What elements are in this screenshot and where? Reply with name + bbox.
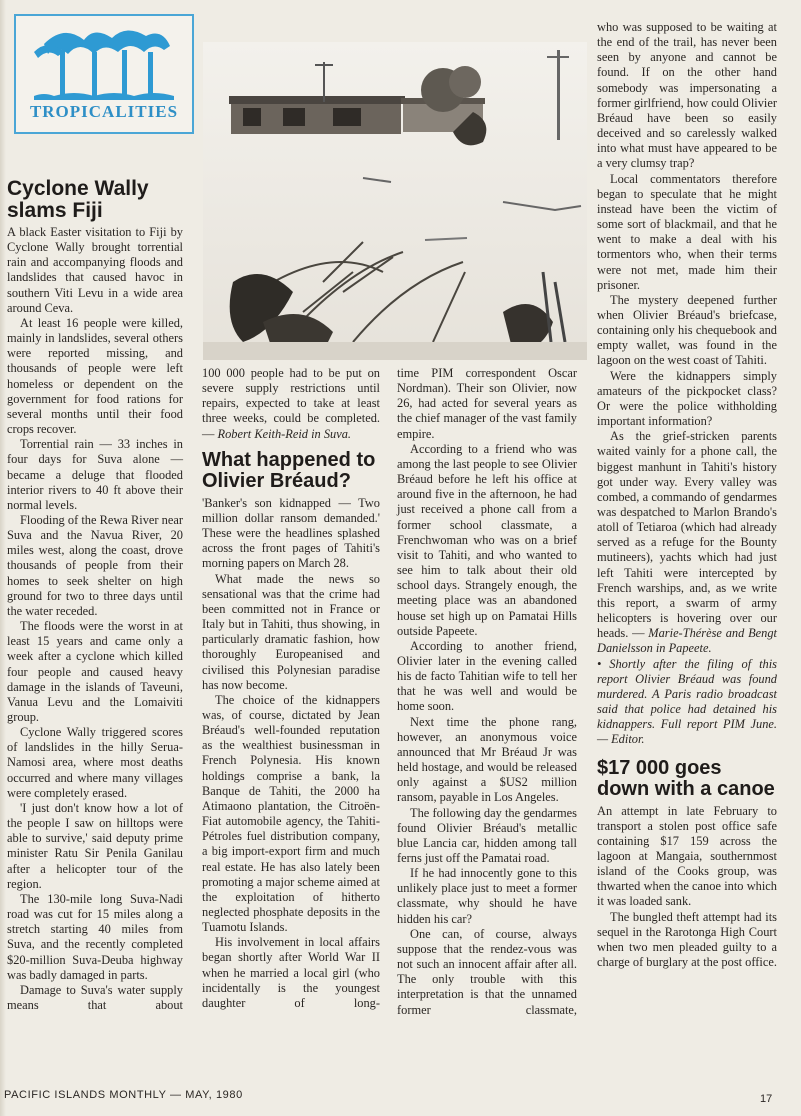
column-3 — [397, 366, 577, 1018]
headline-canoe: $17 000 goes down with a canoe — [597, 756, 775, 800]
article-paragraph: The choice of the kidnappers was, of course, dictated by Jean Bréaud's well-founded reputation as the wealthiest businessman in French Polynesia. His known holdings comprise a bank, la Banque de Tahiti, the 2000 ha Atimaono plantation, the Citroën-Fiat automobile agency, the Tahiti-Pétroles fuel distribution company, a big import-export firm and much real estate. He has also lately been promoting a major scheme aimed at the exploitation of hitherto neglected phosphate deposits in the Tuamotu Islands. — [202, 692, 380, 935]
article-paragraph: According to another friend, Olivier later in the evening called his de facto Tahitian wife to tell her that he was well and would be home soon. — [397, 638, 577, 714]
cyclone-continuation: 100 000 people had to be put on severe supply restrictions until repairs, expected to take at least three weeks, could be completed. — — [202, 366, 380, 441]
article-paragraph: Next time the phone rang, however, an anonymous voice announced that Mr Bréaud Jr was held hostage, and would be released only against a $US2 million ransom, payable in Los Angeles. — [397, 714, 577, 805]
editor-note: • Shortly after the filing of this report Olivier Bréaud was found murdered. A Paris radio broadcast said that police had detained his kidnappers. Full report PIM June. — Editor. — [597, 656, 777, 747]
byline-cyclone: Robert Keith-Reid in Suva. — [217, 426, 352, 441]
article-paragraph: Damage to Suva's water supply means that about — [7, 982, 183, 1012]
cyclone-damage-photo — [203, 42, 587, 360]
article-paragraph: If he had innocently gone to this unlikely place just to meet a former classmate, why should he have hidden his car? — [397, 866, 577, 926]
publication-footer: PACIFIC ISLANDS MONTHLY — MAY, 1980 — [4, 1089, 243, 1101]
article-paragraph: Local commentators therefore began to speculate that he might instead have been the victim of some sort of blackmail, and that he went to make a deal with his tormentors who, when their terms were not met, made him their prisoner. — [597, 171, 777, 292]
palm-trees-icon — [34, 22, 174, 102]
section-logo — [14, 14, 194, 134]
article-paragraph: The floods were the worst in at least 15 years and came only a week after a cyclone which killed four people and caused heavy damage in the islands of Taveuni, Vanua Levu and the Lomaiviti group. — [7, 619, 183, 724]
article-paragraph: What made the news so sensational was that the crime had been committed not in France or Italy but in Tahiti, thus showing, in particularly dramatic fashion, how thoroughly Europeanised and civilised this Polynesian paradise has now become. — [202, 571, 380, 692]
article-paragraph: An attempt in late February to transport a stolen post office safe containing $17 159 across the lagoon at Mangaia, southernmost island of the Cooks group, was thwarted when the canoe into which it was loaded sank. — [597, 803, 777, 909]
article-paragraph: One can, of course, always suppose that the rendez-vous was not such an innocent affair after all. The only trouble with this interpretation is that the unnamed former classmate, — [397, 926, 577, 1017]
column-1 — [7, 178, 183, 1013]
article-paragraph: The following day the gendarmes found Olivier Bréaud's metallic blue Lancia car, hidden among tall ferns just off the Pamatai road. — [397, 805, 577, 865]
article-paragraph: Torrential rain — 33 inches in four days for Suva alone — became a deluge that flooded interior rivers to 40 ft above their normal levels. — [7, 437, 183, 512]
article-paragraph — [597, 429, 777, 656]
article-paragraph: Were the kidnappers simply amateurs of the pickpocket class? Or were the police withholding important information? — [597, 368, 777, 429]
headline-olivier-breaud: What happened to Olivier Bréaud? — [202, 448, 376, 492]
article-paragraph: Flooding of the Rewa River near Suva and the Navua River, 20 miles west, along the coast, drove thousands of people from their homes to seek shelter on high ground for two to three days until the water receded. — [7, 512, 183, 618]
article-paragraph: Cyclone Wally triggered scores of landslides in the hilly Serua-Namosi area, where most deaths occurred and where many villages were completely erased. — [7, 725, 183, 800]
byline-breaud: Marie-Thérèse and Bengt Danielsson in Papeete. — [597, 626, 777, 656]
article-paragraph: who was supposed to be waiting at the end of the trail, has never been seen by anyone and cannot be found. If on the other hand somebody was impersonating a former girlfriend, how could Olivier Bréaud have been so easily deceived and so carelessly walked into what must have appeared to be a very clumsy trap? — [597, 20, 777, 171]
article-paragraph: At least 16 people were killed, mainly in landslides, several others were reported missing, and thousands of people were left homeless or dependent on the government for food rations for several months until their food crops recover. — [7, 315, 183, 437]
page-number: 17 — [760, 1093, 773, 1105]
paragraph-text: As the grief-stricken parents waited vainly for a phone call, the biggest manhunt in Tahiti's history got under way. Every valley was combed, a commando of gendarmes was despatched to Marlon Brando's atoll of Tetiaroa (which had already served as a refuge for the Bounty mutineers), yachts which had just left Tahiti were intercepted by French warships, and, as we write this report, a swarm of army helicopters is hovering over our heads. — — [597, 429, 777, 641]
column-2 — [202, 366, 380, 1011]
column-4 — [597, 20, 777, 970]
article-paragraph: The bungled theft attempt had its sequel in the Rarotonga High Court when two men pleaded guilty to a charge of burglary at the post office. — [597, 909, 777, 970]
page-spine-shadow — [0, 0, 6, 1116]
section-title: TROPICALITIES — [29, 102, 179, 121]
article-paragraph: The 130-mile long Suva-Nadi road was cut for 15 miles along a stretch starting 40 miles from Suva, and the recently completed $20-million Suva-Deuba highway was badly damaged in parts. — [7, 891, 183, 982]
article-paragraph: According to a friend who was among the last people to see Olivier Bréaud before he left his office at around five in the afternoon, he had just received a phone call from a former school classmate, a Frenchwoman who was on a brief visit to Tahiti, and who wanted to see him to talk about their old school days. Strangely enough, the meeting place was an abandoned house set high up on Pamatai Hills outside Papeete. — [397, 441, 577, 638]
article-paragraph: A black Easter visitation to Fiji by Cyclone Wally brought torrential rain and accompanying floods and landslides that caused havoc in southern Viti Levu in a wide area around Ceva. — [7, 225, 183, 315]
article-paragraph: 'Banker's son kidnapped — Two million dollar ransom demanded.' These were the headlines splashed across the front pages of Tahiti's morning papers on March 28. — [202, 495, 380, 571]
article-paragraph: time PIM correspondent Oscar Nordman). Their son Olivier, now 26, had acted for several years as the chief manager of the vast family empire. — [397, 366, 577, 441]
headline-cyclone-wally: Cyclone Wally slams Fiji — [7, 177, 149, 222]
article-paragraph — [202, 366, 380, 442]
article-paragraph: The mystery deepened further when Olivier Bréaud's briefcase, containing only his chequebook and empty wallet, was found in the lagoon on the west coast of Tahiti. — [597, 292, 777, 368]
article-paragraph: His involvement in local affairs began shortly after World War II when he married a local girl (who incidentally is the youngest daughter of long- — [202, 935, 380, 1010]
article-paragraph: 'I just don't know how a lot of the people I saw on hilltops were able to survive,' said deputy prime minister Ratu Sir Penila Ganilau after a helicopter tour of the region. — [7, 800, 183, 891]
